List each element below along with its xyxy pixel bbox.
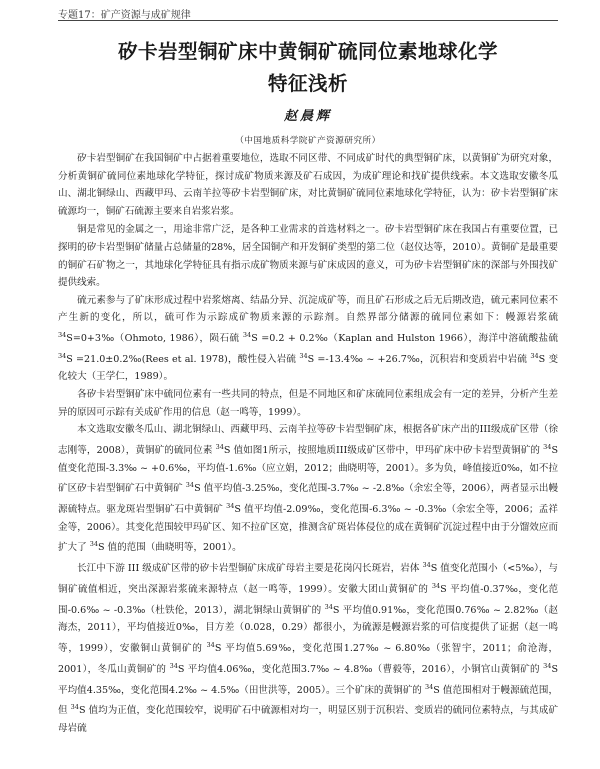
- body-paragraph: 长江中下游 III 级成矿区带的矽卡岩型铜矿床成矿母岩主要是花岗闪长斑岩，岩体 $^{34}$S 值变化范围小（<5‰），与铜矿硫值相近，突出深源岩浆硫来源特点（赵一鸣等，1999）。安徽大团山黄铜矿的 $^{34}$S 平均值-0.37‰，变化范围-0.6‰ ~ -0.3‰（杜铁伦，2013），湖北铜绿山黄铜矿的 $^{34}$S 平均值0.91‰，变化范围0.76‰ ~ 2.82‰（赵海杰，2011），平均值接近0‰，目方差（0.028，0.29）都很小，为硫源是幔源岩浆的可信度提供了证据（赵一鸣等，1999），安徽铜山黄铜矿的 $^{34}$S 平均值5.69‰，变化范围1.27‰ ~ 6.80‰（张智宇，2011；俞沧海，2001），冬瓜山黄铜矿的 $^{34}$S 平均值4.06‰，变化范围3.7‰ ~ 4.8‰（曹毅等，2016），小铜官山黄铜矿的 $^{34}$S 平均值4.35‰，变化范围4.2‰ ~ 4.5‰（田世洪等，2005）。三个矿床的黄铜矿的 $^{34}$S 值范围相对于幔源硫范围，但 $^{34}$S 值均为正值，变化范围较窄，说明矿石中硫源相对均一，明显区别于沉积岩、变质岩的硫同位素特点，与其成矿母岩硫: [58, 561, 558, 735]
- body-paragraph: 本文选取安徽冬瓜山、湖北铜绿山、西藏甲玛、云南羊拉等矽卡岩型铜矿床，根据各矿床产出的III级成矿区带（徐志刚等，2008），黄铜矿的硫同位素 $^{34}$S 值如图1所示，按照地质III级成矿区带中，甲玛矿床中矽卡岩型黄铜矿的 $^{34}$S 值变化范围-3.3‰ ~ +0.6‰，平均值-1.6‰（应立娟，2012；曲晓明等，2001）。多为负，峰值接近0‰，如不拉矿区矽卡岩型铜矿石中黄铜矿 $^{34}$S 值平均值-3.25‰，变化范围-3.7‰ ~ -2.8‰（余宏全等，2006），两者显示出幔源硫特点。驱龙斑岩型铜矿石中黄铜矿 $^{34}$S 值平均值-2.09‰，变化范围-6.3‰ ~ -0.3‰（余宏全等，2006；孟祥金等，2006）。其变化范围较甲玛矿区、知不拉矿区宽，推测含矿斑岩体侵位的成在黄铜矿沉淀过程中由于分馏效应而扩大了 $^{34}$S 值的范围（曲晓明等，2001）。: [58, 424, 558, 554]
- body-paragraph: 硫元素参与了矿床形成过程中岩浆熔离、结晶分异、沉淀成矿等，而且矿石形成之后无后期改造，硫元素同位素不产生新的变化，所以，硫可作为示踪成矿物质来源的示踪剂。自然界部分储源的硫同位素如下：幔源岩浆硫 $^{34}$S=0+3‰（Ohmoto, 1986），陨石硫 $^{34}$S =0.2 + 0.2‰（Kaplan and Hulston 1966），海洋中溶硫酸盐硫 $^{34}$S =21.0±0.2‰(Rees et al. 1978)，酸性侵入岩硫 $^{34}$S =-13.4‰ ~ +26.7‰，沉积岩和变质岩中岩硫 $^{34}$S 变化较大（王学仁，1989）。: [58, 294, 558, 383]
- running-header: 专题17：矿产资源与成矿规律: [58, 10, 191, 21]
- body-paragraph: 铜是常见的金属之一，用途非常广泛，是各种工业需求的首选材料之一。矽卡岩型铜矿床在我国占有重要位置，已探明的矽卡岩型铜矿储量占总储量的28%，居全国铜产和开发铜矿类型的第二位（赵仪达等，2010）。黄铜矿是最重要的铜矿石矿物之一，其地球化学特征具有指示成矿物质来源与矿床成因的意义，可为矽卡岩型铜矿床的深部与外围找矿提供线索。: [58, 224, 558, 289]
- isotope-mass-number: 34: [185, 481, 195, 490]
- isotope-mass-number: 34: [169, 661, 178, 670]
- isotope-mass-number: 34: [431, 581, 441, 590]
- header-rule: [58, 20, 558, 21]
- isotope-mass-number: 34: [530, 351, 539, 360]
- article-body: [58, 150, 558, 738]
- isotope-mass-number: 34: [425, 682, 434, 691]
- isotope-mass-number: 34: [543, 661, 552, 670]
- isotope-mass-number: 34: [58, 351, 67, 360]
- isotope-mass-number: 34: [242, 330, 252, 339]
- paper-title: [58, 36, 558, 100]
- author-name: 赵晨辉: [283, 109, 332, 124]
- body-paragraph: 各矽卡岩型铜矿床中硫同位素有一些共同的特点，但是不同地区和矿床硫同位素组成会有一定的差异，分析产生差异的原因可示踪有关成矿作用的信息（赵一鸣等，1999）。: [58, 389, 558, 418]
- isotope-mass-number: 34: [215, 442, 224, 451]
- isotope-mass-number: 34: [299, 351, 308, 360]
- title-line-2: 特征浅析: [267, 72, 348, 95]
- isotope-mass-number: 34: [206, 640, 215, 649]
- title-line-1: 矽卡岩型铜矿床中黄铜矿硫同位素地球化学: [117, 40, 498, 63]
- isotope-mass-number: 34: [324, 602, 333, 611]
- isotope-mass-number: 34: [89, 540, 98, 549]
- isotope-mass-number: 34: [70, 703, 79, 712]
- isotope-mass-number: 34: [543, 442, 552, 451]
- abstract-paragraph: 矽卡岩型铜矿在我国铜矿中占据着重要地位，选取不同区带、不同成矿时代的典型铜矿床，以黄铜矿为研究对象，分析黄铜矿硫同位素地球化学特征，探讨成矿物质来源及矿石成因，为成矿理论和找矿提供线索。本文选取安徽冬瓜山、湖北铜绿山、西藏甲玛、云南羊拉等矽卡岩型铜矿床，对比黄铜矿硫同位素地球化学特征，认为：矽卡岩型铜矿床硫源均一，铜矿石硫源主要来自岩浆岩浆。: [58, 153, 558, 217]
- author-affiliation: （中国地质科学院矿产资源研究所）: [235, 136, 381, 146]
- isotope-mass-number: 34: [58, 330, 67, 339]
- isotope-mass-number: 34: [422, 561, 431, 570]
- isotope-mass-number: 34: [226, 501, 235, 510]
